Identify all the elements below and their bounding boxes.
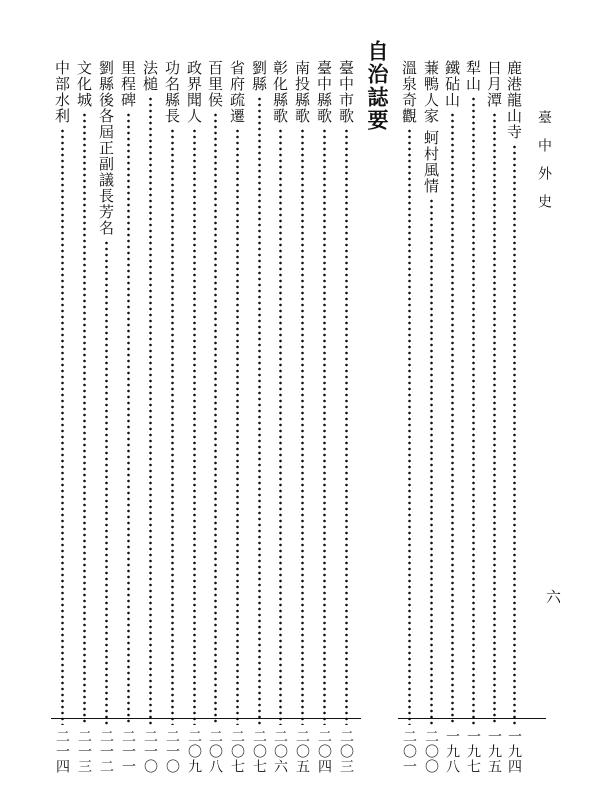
toc-entry-title: 里程碑: [119, 60, 137, 108]
toc-entry: [503, 60, 525, 774]
toc-entry-page: 二一〇: [164, 729, 180, 774]
dot-leader: [236, 128, 239, 725]
toc-entry-page: 二〇〇: [423, 729, 439, 774]
toc-entry-title: 犁山: [464, 60, 482, 92]
toc-entry-title: 法槌: [141, 60, 159, 92]
toc-entry-page: 二〇一: [401, 729, 417, 774]
dot-leader: [408, 128, 411, 725]
toc-entry: [398, 60, 420, 774]
toc-entry: [335, 60, 357, 774]
toc-entry-page: 二一三: [76, 729, 92, 774]
toc-entry: [204, 60, 226, 774]
toc-entry-title: 百里侯: [206, 60, 224, 108]
toc-entry-title: 省府疏遷: [228, 60, 246, 124]
dot-leader: [493, 112, 496, 725]
toc-entry-page: 二〇六: [272, 729, 288, 774]
dot-leader: [279, 128, 282, 725]
section-title: 自治誌要: [365, 40, 390, 132]
dot-leader: [149, 96, 152, 725]
dot-leader: [83, 112, 86, 725]
toc-entry-page: 二一一: [120, 729, 136, 774]
toc-entry-title: 文化城: [75, 60, 93, 108]
toc-entry-page: 二〇七: [251, 729, 267, 774]
toc-entry-page: 二一四: [54, 729, 70, 774]
toc-entry-title: 功名縣長: [163, 60, 181, 124]
toc-entry: [161, 60, 183, 774]
toc-entry: [226, 60, 248, 774]
toc-entry: [183, 60, 205, 774]
bottom-rule: [398, 718, 546, 719]
toc-entry: [51, 60, 73, 774]
dot-leader: [61, 128, 64, 725]
dot-leader: [301, 128, 304, 725]
toc-entry-page: 一九四: [506, 729, 522, 774]
toc-entry-page: 二〇四: [316, 729, 332, 774]
toc-entry-page: 一九八: [444, 729, 460, 774]
toc-entry-title: 日月潭: [485, 60, 503, 108]
toc-entry-title: 溫泉奇觀: [400, 60, 418, 124]
toc-entry: [269, 60, 291, 774]
toc-entry-title: 鐵砧山: [443, 60, 461, 108]
toc-entry: [95, 60, 117, 774]
toc-entry: [441, 60, 463, 774]
toc-entry: [139, 60, 161, 774]
toc-entry-title: 劉縣後各屆正副議長芳名: [97, 60, 115, 236]
dot-leader: [430, 198, 433, 725]
toc-entry-page: 一九七: [465, 729, 481, 774]
dot-leader: [171, 128, 174, 725]
toc-entry-title: 政界聞人: [185, 60, 203, 124]
running-head: 臺中外史: [536, 110, 552, 222]
page-number: 六: [546, 588, 562, 606]
toc-entry: [291, 60, 313, 774]
dot-leader: [345, 128, 348, 725]
toc-entry-title: 劉縣: [250, 60, 268, 92]
dot-leader: [193, 128, 196, 725]
toc-entry-page: 二一二: [98, 729, 114, 774]
dot-leader: [323, 128, 326, 725]
toc-entry-page: 二〇五: [294, 729, 310, 774]
dot-leader: [451, 112, 454, 725]
dot-leader: [214, 112, 217, 725]
toc-entry-title: 彰化縣歌: [271, 60, 289, 124]
toc-entry: [462, 60, 484, 774]
toc-entry-page: 二〇九: [186, 729, 202, 774]
dot-leader: [472, 96, 475, 725]
toc-entry-page: 一九五: [486, 729, 502, 774]
toc-entry: [117, 60, 139, 774]
toc-entry-page: 二〇三: [338, 729, 354, 774]
toc-entry-title: 臺中市歌: [337, 60, 355, 124]
dot-leader: [127, 112, 130, 725]
toc-entry-title: 蒹鴨人家 蚵村風情: [422, 60, 440, 194]
bottom-rule: [51, 718, 361, 719]
toc-entry-page: 二一〇: [142, 729, 158, 774]
toc-entry: [420, 60, 442, 774]
toc-entry-title: 臺中縣歌: [315, 60, 333, 124]
toc-entry: [248, 60, 270, 774]
toc-entry-title: 中部水利: [53, 60, 71, 124]
toc-entry: [313, 60, 335, 774]
dot-leader: [513, 144, 516, 725]
toc-entry: [73, 60, 95, 774]
toc-entry-title: 南投縣歌: [293, 60, 311, 124]
toc-entry: [483, 60, 505, 774]
toc-entry-title: 鹿港龍山寺: [505, 60, 523, 140]
dot-leader: [258, 96, 261, 725]
toc-entry-page: 二〇七: [229, 729, 245, 774]
toc-entry-page: 二〇八: [207, 729, 223, 774]
dot-leader: [105, 240, 108, 725]
